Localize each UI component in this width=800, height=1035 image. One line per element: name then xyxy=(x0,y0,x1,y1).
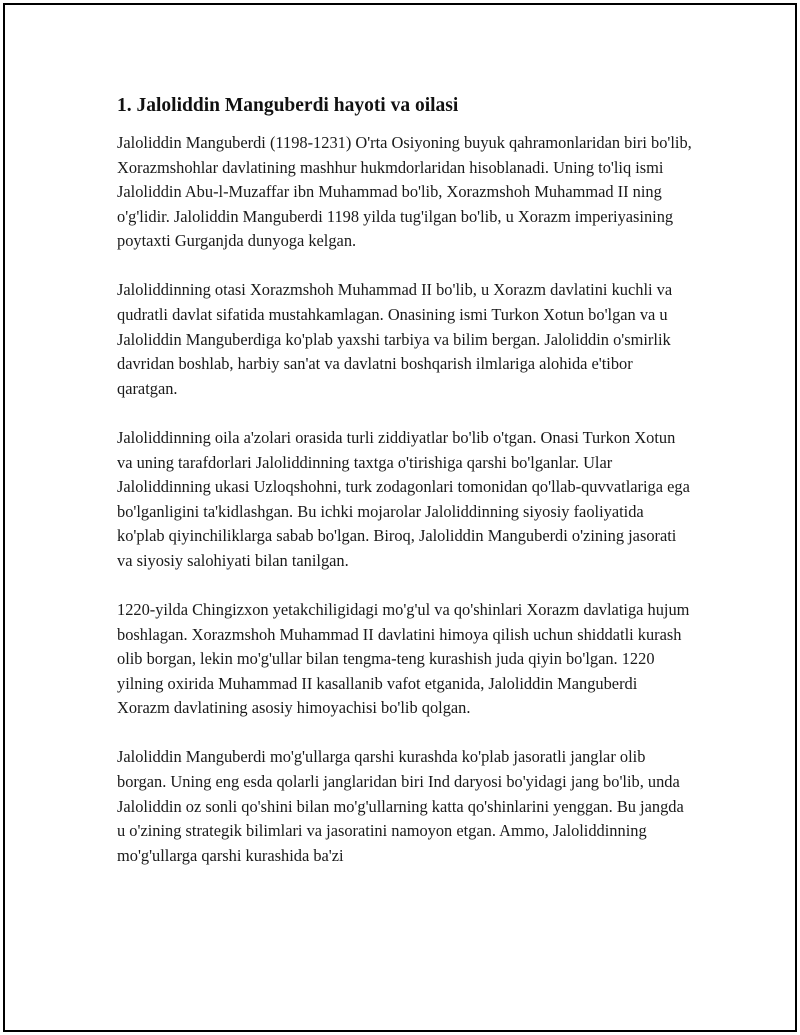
paragraph-battles: Jaloliddin Manguberdi mo'g'ullarga qarshi kurashda ko'plab jasoratli janglar olib borgan. Uning eng esda qolarli janglaridan biri Ind daryosi bo'yidagi jang bo'lib, unda Jaloliddin oz sonli qo'shini bilan mo'g'ullarning katta qo'shinlarini yenggan. Bu jangda u o'zining strategik bilimlari va jasoratini namoyon etgan. Ammo, Jaloliddinning mo'g'ullarga qarshi kurashida ba'zi xyxy=(117,747,684,865)
paragraph-mongol-invasion: 1220-yilda Chingizxon yetakchiligidagi mo'g'ul va qo'shinlari Xorazm davlatiga hujum boshlagan. Xorazmshoh Muhammad II davlatini himoya qilish uchun shiddatli kurash olib borgan, lekin mo'g'ullar bilan tengma-teng kurashish juda qiyin bo'lgan. 1220 yilning oxirida Muhammad II kasallanib vafot etganida, Jaloliddin Manguberdi Xorazm davlatining asosiy himoyachisi bo'lib qolgan. xyxy=(117,600,690,718)
document-body xyxy=(117,92,692,893)
paragraph-family-conflicts: Jaloliddinning oila a'zolari orasida turli ziddiyatlar bo'lib o'tgan. Onasi Turkon Xotun va uning tarafdorlari Jaloliddinning taxtga o'tirishiga qarshi bo'lganlar. Ular Jaloliddinning ukasi Uzloqshohni, turk zodagonlari tomonidan qo'llab-quvvatlariga ega bo'lganligini ta'kidlashgan. Bu ichki mojarolar Jaloliddinning siyosiy faoliyatida ko'plab qiyinchiliklarga sabab bo'lgan. Biroq, Jaloliddin Manguberdi o'zining jasorati va siyosiy salohiyati bilan tanilgan. xyxy=(117,427,690,570)
paragraph-parents: Jaloliddinning otasi Xorazmshoh Muhammad II bo'lib, u Xorazm davlatini kuchli va qudratli davlat sifatida mustahkamlagan. Onasining ismi Turkon Xotun bo'lgan va u Jaloliddin Manguberdiga ko'plab yaxshi tarbiya va bilim bergan. Jaloliddin o'smirlik davridan boshlab, harbiy san'at va davlatni boshqarish ilmlariga alohida e'tibor qaratgan. xyxy=(117,280,673,398)
section-heading: 1. Jaloliddin Manguberdi hayoti va oilasi xyxy=(117,95,459,116)
paragraph-biography-intro: Jaloliddin Manguberdi (1198-1231) O'rta Osiyoning buyuk qahramonlaridan biri bo'lib, Xorazmshohlar davlatining mashhur hukmdorlaridan hisoblanadi. Uning to'liq ismi Jaloliddin Abu-l-Muzaffar ibn Muhammad bo'lib, Xorazmshoh Muhammad II ning o'g'lidir. Jaloliddin Manguberdi 1198 yilda tug'ilgan bo'lib, u Xorazm imperiyasining poytaxti Gurganjda dunyoga kelgan. xyxy=(117,133,692,251)
